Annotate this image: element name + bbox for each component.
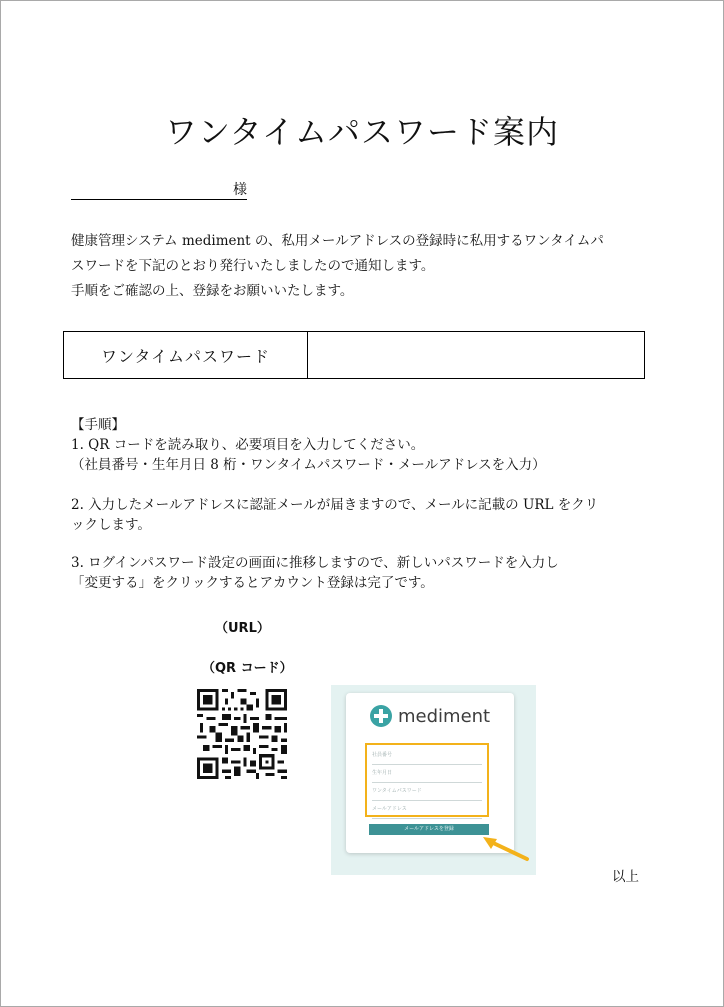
procedure-steps xyxy=(71,415,661,593)
step-1-note: （社員番号・生年月日 8 桁・ワンタイムパスワード・メールアドレスを入力） xyxy=(71,457,546,473)
steps-heading: 【手順】 xyxy=(71,417,125,433)
qr-code[interactable] xyxy=(197,689,287,779)
closing-text: 以上 xyxy=(612,869,639,885)
logo-text: mediment xyxy=(398,705,491,727)
input-fields-group xyxy=(365,743,489,817)
step-3-line-1: 3. ログインパスワード設定の画面に推移しますので、新しいパスワードを入力し xyxy=(71,555,559,571)
password-table-value xyxy=(308,332,644,378)
registration-card xyxy=(346,693,514,853)
step-2-line-2: ックします。 xyxy=(71,517,151,533)
employee-number-field[interactable]: 社員番号 xyxy=(372,747,482,765)
medical-cross-icon xyxy=(370,705,392,727)
document-title: ワンタイムパスワード案内 xyxy=(164,113,560,151)
password-table xyxy=(63,331,645,379)
step-3-line-2: 「変更する」をクリックするとアカウント登録は完了です。 xyxy=(71,575,434,591)
mediment-logo xyxy=(370,705,490,727)
step-1: 1. QR コードを読み取り、必要項目を入力してください。 xyxy=(71,437,425,453)
intro-text xyxy=(71,229,661,304)
one-time-password-field[interactable]: ワンタイムパスワード xyxy=(372,783,482,801)
app-screenshot xyxy=(331,685,536,875)
password-table-label: ワンタイムパスワード xyxy=(64,332,308,378)
pointing-arrow-icon xyxy=(479,833,531,863)
qr-code-label: （QR コード） xyxy=(202,661,293,676)
intro-line-2: スワードを下記のとおり発行いたしましたので通知します。 xyxy=(71,258,435,274)
step-2-line-1: 2. 入力したメールアドレスに認証メールが届きますので、メールに記載の URL をクリ xyxy=(71,497,599,513)
register-email-button[interactable]: メールアドレスを登録 xyxy=(369,824,489,835)
email-field[interactable]: メールアドレス xyxy=(372,801,482,819)
intro-line-3: 手順をご確認の上、登録をお願いいたします。 xyxy=(71,283,354,299)
intro-line-1: 健康管理システム mediment の、私用メールアドレスの登録時に私用するワンタイムパ xyxy=(71,233,604,249)
url-label: （URL） xyxy=(215,621,270,636)
birthdate-field[interactable]: 生年月日 xyxy=(372,765,482,783)
addressee-line: 様 xyxy=(71,181,247,200)
